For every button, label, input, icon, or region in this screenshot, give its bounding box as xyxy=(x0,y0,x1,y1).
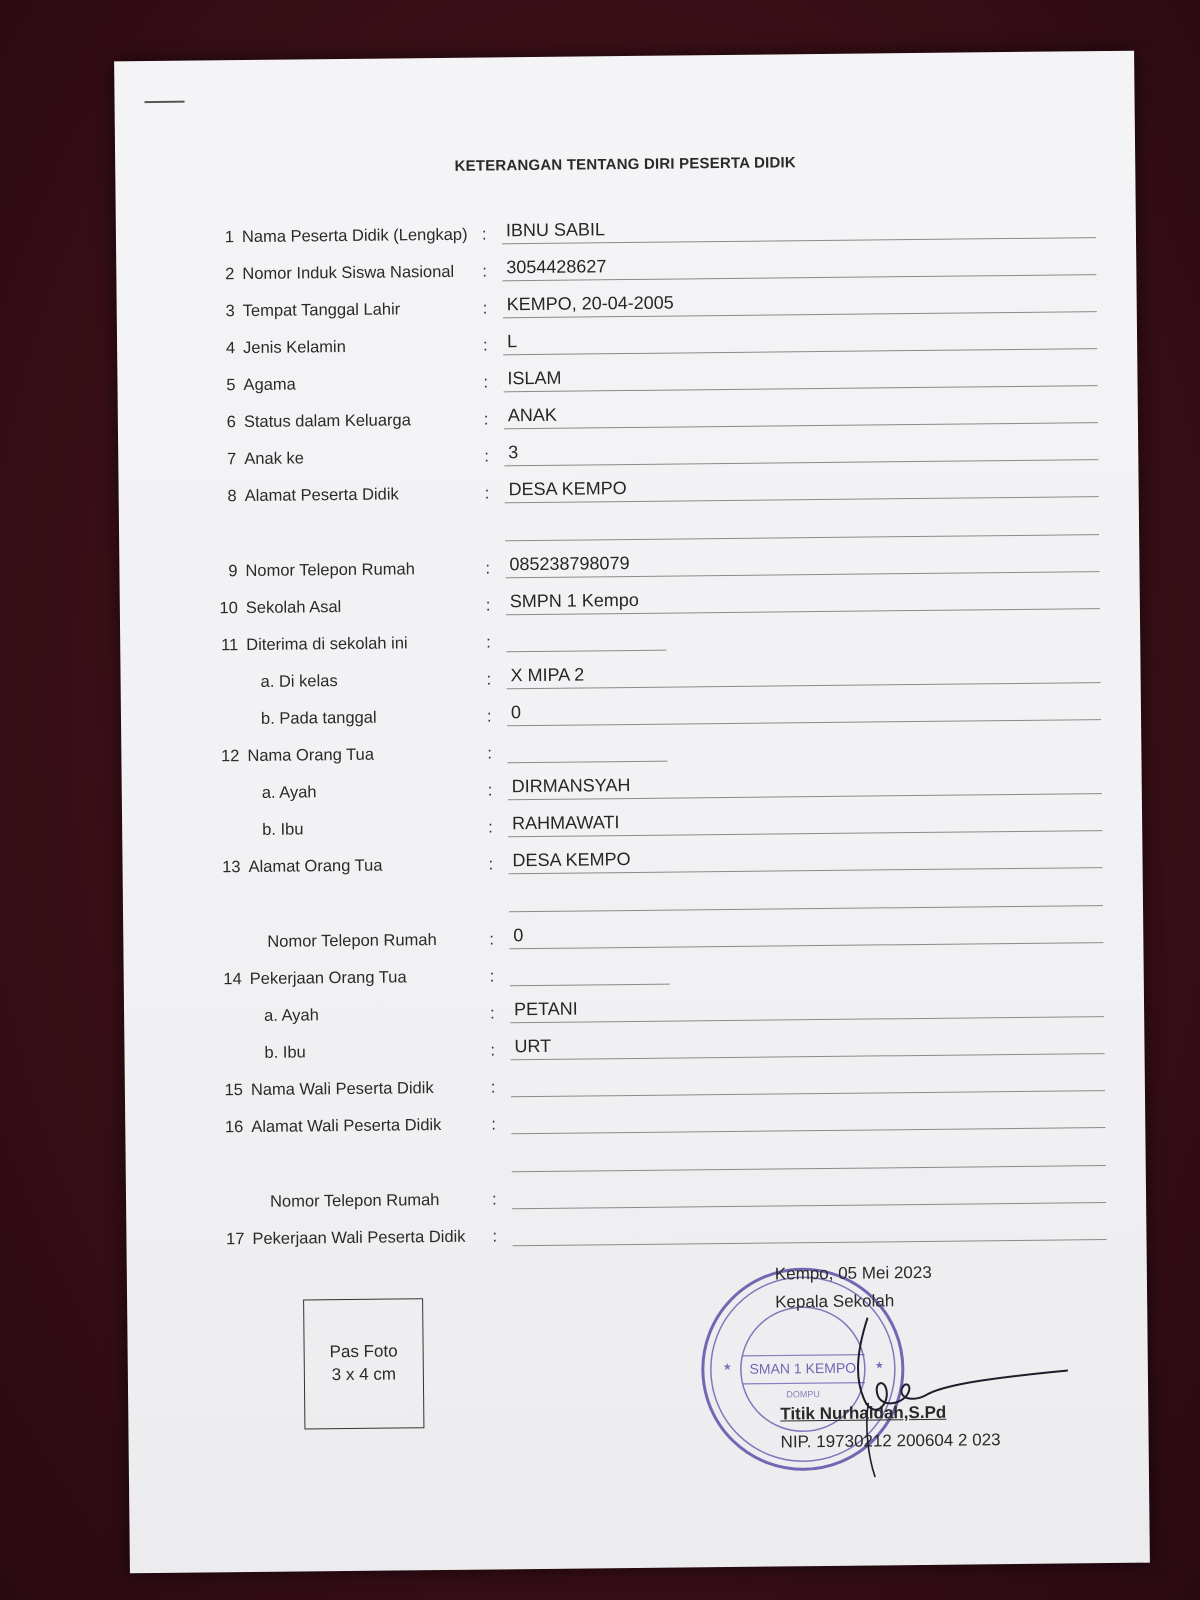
handwritten-signature-icon xyxy=(827,1306,1069,1479)
field-number: 5 xyxy=(226,376,236,395)
field-number: 13 xyxy=(222,858,241,877)
address-continuation-line xyxy=(511,1128,1105,1172)
field-label: Anak ke xyxy=(244,449,304,469)
field-value: DESA KEMPO xyxy=(508,844,1102,874)
field-label: b. Pada tanggal xyxy=(260,708,377,728)
field-value: 085238798079 xyxy=(505,548,1099,578)
field-label: Sekolah Asal xyxy=(245,598,342,618)
field-colon: : xyxy=(489,930,495,949)
field-label: Nomor Telepon Rumah xyxy=(245,560,415,581)
field-colon: : xyxy=(484,484,490,503)
field-number: 15 xyxy=(224,1081,243,1100)
photo-label-line2: 3 x 4 cm xyxy=(331,1364,397,1385)
field-value: PETANI xyxy=(510,993,1104,1023)
field-label: a. Ayah xyxy=(264,1006,319,1025)
field-number: 17 xyxy=(225,1230,245,1249)
photo-placeholder-box xyxy=(303,1298,424,1429)
field-value: 0 xyxy=(507,696,1101,726)
field-number: 7 xyxy=(227,450,237,469)
field-label: Agama xyxy=(243,375,296,395)
field-label: Tempat Tanggal Lahir xyxy=(242,300,401,321)
field-value xyxy=(512,1216,1106,1246)
field-colon: : xyxy=(481,225,487,244)
field-colon: : xyxy=(484,447,489,466)
stamp-sub-text: DOMPU xyxy=(786,1389,820,1400)
field-value: IBNU SABIL xyxy=(502,214,1096,244)
field-label: Pekerjaan Orang Tua xyxy=(249,968,407,989)
place-date: Kempo, 05 Mei 2023 xyxy=(774,1262,932,1284)
field-colon: : xyxy=(486,633,491,652)
field-colon: : xyxy=(487,781,493,800)
stamp-center-text: SMAN 1 KEMPO xyxy=(749,1359,857,1377)
field-number: 6 xyxy=(226,413,236,432)
field-colon: : xyxy=(488,818,493,837)
field-value: X MIPA 2 xyxy=(506,659,1100,689)
signatory-nip: NIP. 19730212 200604 2 023 xyxy=(780,1430,1001,1452)
field-value: DESA KEMPO xyxy=(505,473,1099,503)
field-colon: : xyxy=(486,707,492,726)
field-number: 12 xyxy=(220,747,240,766)
field-value: DIRMANSYAH xyxy=(508,770,1102,800)
svg-text:★: ★ xyxy=(874,1360,884,1372)
field-label: Nomor Induk Siswa Nasional xyxy=(242,262,455,284)
field-colon: : xyxy=(488,855,494,874)
field-value: RAHMAWATI xyxy=(508,807,1102,837)
field-label: Nomor Telepon Rumah xyxy=(267,931,437,951)
field-colon: : xyxy=(483,336,488,355)
field-label: a. Ayah xyxy=(261,783,317,802)
field-label: b. Ibu xyxy=(262,820,304,839)
field-label: b. Ibu xyxy=(264,1043,306,1062)
address-continuation-line xyxy=(509,868,1103,912)
field-label: Nomor Telepon Rumah xyxy=(269,1191,440,1211)
field-colon: : xyxy=(490,1078,496,1097)
field-label: Alamat Orang Tua xyxy=(248,856,383,877)
field-value xyxy=(506,627,666,653)
field-label: Alamat Wali Peserta Didik xyxy=(251,1116,442,1137)
field-colon: : xyxy=(482,299,488,318)
field-label: Nama Wali Peserta Didik xyxy=(250,1079,434,1100)
student-info-form xyxy=(206,201,1117,1249)
field-value xyxy=(507,738,667,764)
field-number: 2 xyxy=(225,265,235,284)
field-value: ANAK xyxy=(504,399,1098,429)
field-number: 11 xyxy=(220,636,239,655)
field-value: L xyxy=(503,325,1097,355)
svg-text:★: ★ xyxy=(722,1361,732,1374)
field-value xyxy=(510,961,670,987)
field-number: 14 xyxy=(223,970,242,989)
field-colon: : xyxy=(483,373,489,392)
field-value: SMPN 1 Kempo xyxy=(506,585,1100,615)
field-number: 4 xyxy=(225,339,236,358)
address-continuation-line xyxy=(505,497,1099,541)
field-colon: : xyxy=(492,1227,498,1246)
field-number: 1 xyxy=(224,228,235,247)
field-number: 8 xyxy=(227,487,237,506)
field-value: 0 xyxy=(509,919,1103,949)
signatory-name: Titik Nurhaidah,S.Pd xyxy=(780,1402,947,1424)
field-value: 3 xyxy=(504,436,1098,466)
document-page xyxy=(114,51,1150,1574)
field-label: Pekerjaan Wali Peserta Didik xyxy=(252,1227,466,1248)
signatory-role: Kepala Sekolah xyxy=(775,1291,895,1312)
field-colon: : xyxy=(487,744,493,763)
field-value: URT xyxy=(510,1030,1104,1060)
field-number: 16 xyxy=(224,1118,244,1137)
field-value: 3054428627 xyxy=(502,251,1096,281)
field-colon: : xyxy=(490,1041,496,1060)
field-colon: : xyxy=(483,410,489,429)
field-number: 3 xyxy=(225,302,235,321)
field-colon: : xyxy=(491,1190,497,1209)
field-label: Nama Peserta Didik (Lengkap) xyxy=(241,225,468,247)
field-colon: : xyxy=(482,262,488,281)
field-colon: : xyxy=(490,1004,495,1023)
field-value: ISLAM xyxy=(503,362,1097,392)
field-colon: : xyxy=(485,596,491,615)
field-value: KEMPO, 20-04-2005 xyxy=(503,288,1097,318)
field-number: 9 xyxy=(228,562,238,581)
field-colon: : xyxy=(485,559,491,578)
field-number: 10 xyxy=(219,599,238,618)
field-label: a. Di kelas xyxy=(260,672,338,691)
field-label: Jenis Kelamin xyxy=(243,337,346,358)
corner-mark xyxy=(145,101,185,103)
field-colon: : xyxy=(486,670,492,689)
field-label: Diterima di sekolah ini xyxy=(246,634,408,655)
field-colon: : xyxy=(489,967,495,986)
field-label: Status dalam Keluarga xyxy=(243,411,411,432)
field-label: Alamat Peserta Didik xyxy=(244,485,399,506)
field-colon: : xyxy=(491,1115,496,1134)
field-label: Nama Orang Tua xyxy=(247,745,375,766)
photo-label-line1: Pas Foto xyxy=(329,1341,398,1362)
document-title: KETERANGAN TENTANG DIRI PESERTA DIDIK xyxy=(454,154,796,175)
